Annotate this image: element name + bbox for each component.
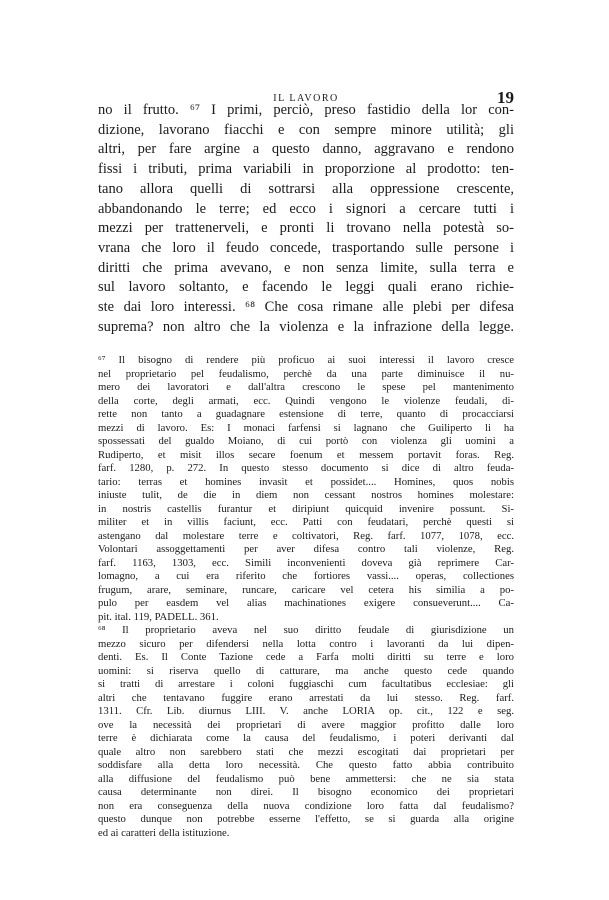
footnote-line: Rudiperto, et misit illos secare foenum et messem portavit foras. Reg.: [98, 448, 514, 461]
running-title: IL LAVORO: [273, 93, 339, 104]
footnote-line: astengano dal molestare terre e coltivatori, Reg. farf. 1077, 1078, ecc.: [98, 529, 514, 542]
footnote-line: ed ai caratteri della istituzione.: [98, 826, 230, 839]
footnote-line: spossessati del gualdo Moiano, di cui portò con violenza gli uomini a: [98, 435, 514, 447]
text-line: no il frutto. ⁶⁷ I primi, perciò, preso fastidio della lor con-: [98, 102, 514, 118]
footnote-line: si tratti di arrestare i coloni fuggiaschi cum facultatibus ecclesiae: gli: [98, 678, 514, 690]
footnote-line: rette non tanto a guadagnare estensione di terre, quanto di procacciarsi: [98, 408, 514, 420]
footnote-line: militer et in villis faciunt, ecc. Patti con feudatari, perchè questi si: [98, 516, 514, 528]
footnote-68: [98, 624, 514, 840]
footnote-line: mero dei lavoratori e dall'altra crescono le spese pel mantenimento: [98, 381, 514, 393]
footnote-line: della corte, degli armati, ecc. Quindi vengono le violenze feudali, di-: [98, 394, 514, 407]
page-number: 19: [497, 88, 514, 107]
footnote-line: frugum, arare, seminare, runcare, caricare vel cetera his similia a po-: [98, 583, 514, 596]
footnote-line: non era conseguenza della nuova condizione loro fatta dal feudalismo?: [98, 799, 514, 812]
text-line: ste dai loro interessi. ⁶⁸ Che cosa rimane alle plebi per difesa: [98, 299, 514, 316]
footnote-line: tario: terras et homines invasit et possidet.... Homines, quos nobis: [98, 475, 514, 488]
text-line: diritti che prima avevano, e non senza limite, sulla terra e: [98, 259, 514, 276]
footnote-line: causa determinante non direi. Il bisogno economico dei proprietari: [98, 786, 514, 798]
footnote-line: farf. 1163, 1303, ecc. Simili inconvenienti doveva già reprimere Car-: [98, 556, 514, 569]
text-line: dizione, lavorano fiacchi e con sempre minore utilità; gli: [98, 121, 514, 138]
footnote-line: ove la necessità dei proprietari di avere maggior profitto dalle loro: [98, 718, 514, 731]
footnote-line: iniuste tulit, de die in diem non cessant nostros homines molestare:: [98, 489, 514, 501]
text-line: altri, per fare argine a questo danno, aggravano e rendono: [98, 141, 514, 158]
footnote-line: terre è dichiarata come la causa del feudalismo, i poteri derivanti dal: [98, 732, 514, 744]
text-line: suprema? non altro che la violenza e la infrazione della legge.: [98, 318, 514, 335]
footnote-line: farf. 1280, p. 272. In questo stesso documento si dice di altro feuda-: [98, 462, 514, 474]
footnote-line: ⁶⁷ Il bisogno di rendere più proficuo ai suoi interessi il lavoro cresce: [98, 354, 514, 366]
footnote-line: Volontari assoggettamenti per aver difesa contro tali violenze, Reg.: [98, 543, 514, 555]
footnote-line: 1311. Cfr. Lib. diurnus LIII. V. anche LORIA op. cit., 122 e seg.: [98, 705, 514, 717]
text-line: fissi i tributi, prima variabili in proporzione al prodotto: ten-: [98, 161, 514, 178]
main-text: [98, 101, 514, 337]
text-line: tano allora quelli di sottrarsi alla oppressione crescente,: [98, 180, 514, 197]
text-line: vrana che loro il feudo concede, trasportando sulle persone i: [98, 239, 514, 256]
footnote-67: [98, 354, 514, 624]
footnote-line: altri che tentavano fuggire erano arrestati da lui stesso. Reg. farf.: [98, 691, 514, 704]
footnote-line: soddisfare alla detta loro necessità. Che questo fatto abbia contribuito: [98, 759, 514, 771]
footnote-line: nel proprietario pel feudalismo, perchè da una parte diminuisce il nu-: [98, 367, 514, 380]
footnote-line: pit. ital. 119, PADELL. 361.: [98, 610, 219, 623]
footnote-line: alla diffusione del feudalismo può bene ammettersi: che ne sia stata: [98, 772, 514, 785]
footnote-line: denti. Es. Il Conte Tazione cede a Farfa molti diritti su terre e loro: [98, 651, 514, 663]
footnote-line: mezzi di lavoro. Es: I monaci farfensi si lagnano che Guiliperto li ha: [98, 421, 514, 434]
text-line: mezzi per trattenerveli, e pronti li trovano nella potestà so-: [98, 220, 514, 237]
footnote-line: in nostris castellis furantur et diripiunt quicquid invenire possunt. Si-: [98, 502, 514, 515]
footnote-line: questo dunque non potrebbe esserne l'effetto, se si guarda alla origine: [98, 813, 514, 825]
text-line: sul lavoro soltanto, e facendo le leggi quali erano richie-: [98, 279, 514, 296]
footnotes: [98, 354, 514, 840]
footnote-line: quale altro non sarebbero stati che mezzi escogitati dai proprietari per: [98, 745, 514, 758]
footnote-line: ⁶⁸ Il proprietario aveva nel suo diritto feudale di giurisdizione un: [98, 624, 514, 636]
footnote-line: lomagno, a cui era riferito che fortiores vassi.... operas, collectiones: [98, 570, 514, 582]
footnote-line: mezzo sicuro per difendersi nella lotta contro i lavoranti da lui dipen-: [98, 637, 514, 650]
footnote-line: pulo per easdem vel alias machinationes exigere consueverunt.... Ca-: [98, 597, 514, 609]
footnote-line: uomini: si riserva quello di catturare, ma anche questo cede quando: [98, 664, 514, 677]
text-line: abbandonando le terre; ed ecco i signori a cercare tutti i: [98, 200, 514, 217]
